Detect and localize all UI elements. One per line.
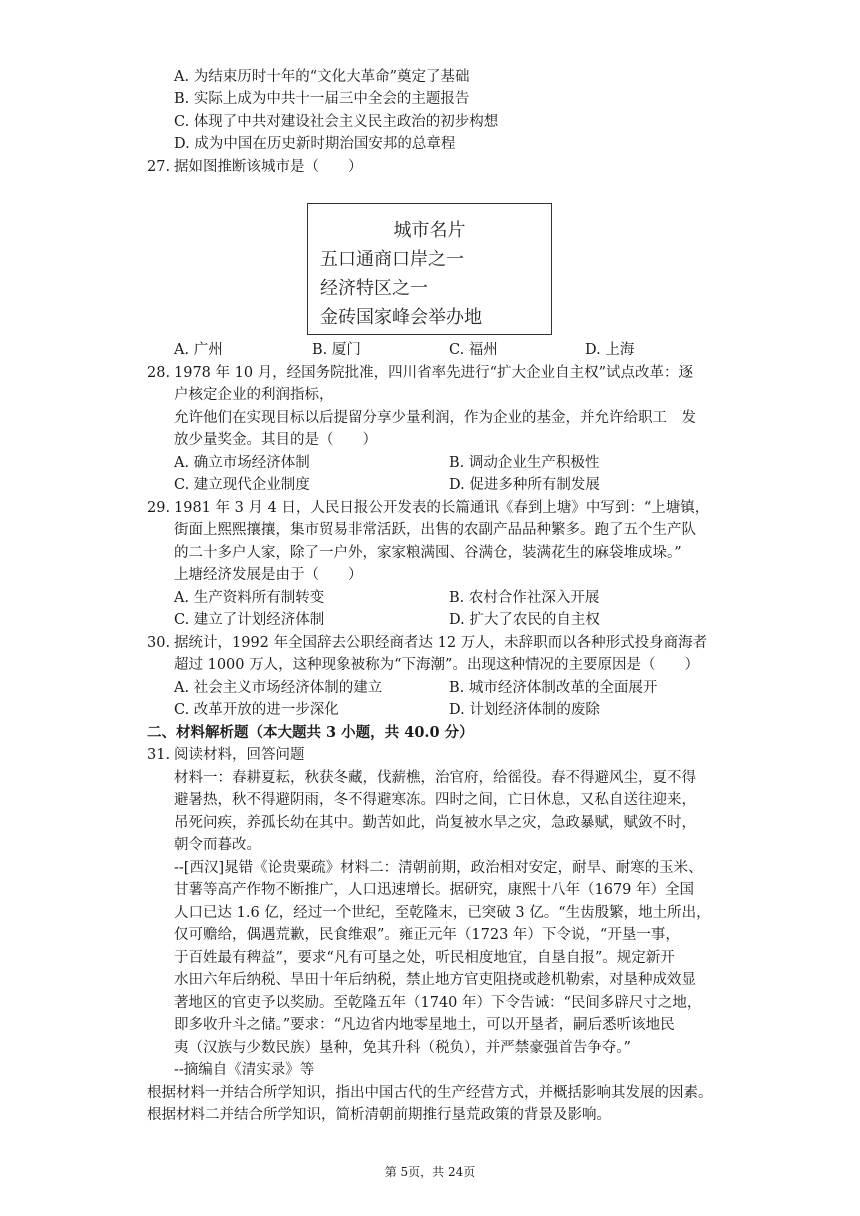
q31-line-6: --[西汉]晁错《论贵粟疏》材料二：清朝前期，政治相对安定，耐旱、耐寒的玉米、 bbox=[174, 860, 703, 876]
q29-option-c: C. 建立了计划经济体制 bbox=[174, 612, 325, 628]
q31-line-7: 甘薯等高产作物不断推广，人口迅速增长。据研究，康熙十八年（1679 年）全国 bbox=[174, 882, 695, 898]
city-card bbox=[307, 203, 552, 335]
q30-option-b: B. 城市经济体制改革的全面展开 bbox=[449, 680, 658, 696]
q28-line-2: 户核定企业的利润指标， bbox=[174, 387, 334, 403]
q29-line-3: 的二十多户人家，除了一户外，家家粮满囤、谷满仓，装满花生的麻袋堆成垛。” bbox=[174, 545, 682, 561]
q31-line-1: 阅读材料，回答问题 bbox=[174, 747, 305, 763]
q31-line-11: 水田六年后纳税、旱田十年后纳税，禁止地方官吏阻挠或趁机勒索，对垦种成效显 bbox=[174, 972, 696, 988]
q31-line-10: 于百姓最有稗益”，要求“凡有可垦之处，听民相度地宜，自垦自报”。规定新开 bbox=[174, 950, 675, 966]
q31-line-14: 夷（汉族与少数民族）垦种，免其升科（税负），并严禁豪强首告争夺。” bbox=[174, 1040, 631, 1056]
city-card-title: 城市名片 bbox=[393, 220, 466, 241]
q27-option-d: D. 上海 bbox=[585, 342, 635, 358]
q28-number: 28. bbox=[147, 365, 171, 381]
q29-line-2: 街面上熙熙攘攘，集市贸易非常活跃，出售的农副产品品种繁多。跑了五个生产队 bbox=[174, 522, 696, 538]
q29-line-1: 1981 年 3 月 4 日，人民日报公开发表的长篇通讯《春到上塘》中写到：“上塘镇， bbox=[174, 500, 710, 516]
q28-option-d: D. 促进多种所有制发展 bbox=[449, 477, 600, 493]
q26-option-b: B. 实际上成为中共十一届三中全会的主题报告 bbox=[174, 91, 470, 107]
q31-line-12: 著地区的官吏予以奖励。至乾隆五年（1740 年）下令告诫：“民间多辟尺寸之地， bbox=[174, 995, 702, 1011]
q30-line-1: 据统计，1992 年全国辞去公职经商者达 12 万人，未辞职而以各种形式投身商海者 bbox=[174, 635, 708, 651]
q26-option-d: D. 成为中国在历史新时期治国安邦的总章程 bbox=[174, 136, 456, 152]
q31-line-5: 朝令而暮改。 bbox=[174, 837, 261, 853]
q28-line-4: 放少量奖金。其目的是（ ） bbox=[174, 432, 377, 448]
city-card-line-2: 经济特区之一 bbox=[320, 278, 428, 299]
q31-line-13: 即多收升斗之储。”要求：“凡边省内地零星地土，可以开垦者，嗣后悉听该地民 bbox=[174, 1017, 675, 1033]
q28-option-a: A. 确立市场经济体制 bbox=[174, 455, 310, 471]
q30-option-c: C. 改革开放的进一步深化 bbox=[174, 702, 339, 718]
q31-line-3: 避暑热，秋不得避阴雨，冬不得避寒冻。四时之间，亡日休息，又私自送往迎来， bbox=[174, 792, 696, 808]
q27-stem: 据如图推断该城市是（ ） bbox=[174, 159, 363, 175]
q29-option-b: B. 农村合作社深入开展 bbox=[449, 590, 600, 606]
q31-line-8: 人口已达 1.6 亿，经过一个世纪，至乾隆末，已突破 3 亿。“生齿殷繁，地土所出， bbox=[174, 905, 711, 921]
q31-line-4: 吊死问疾，养孤长幼在其中。勤苦如此，尚复被水旱之灾，急政暴赋，赋敛不时， bbox=[174, 815, 696, 831]
city-card-line-1: 五口通商口岸之一 bbox=[320, 249, 464, 270]
q28-line-3: 允许他们在实现目标以后提留分享少量利润，作为企业的基金，并允许给职工 发 bbox=[174, 410, 696, 426]
q27-option-a: A. 广州 bbox=[174, 342, 223, 358]
q29-number: 29. bbox=[147, 500, 171, 516]
q28-option-b: B. 调动企业生产积极性 bbox=[449, 455, 600, 471]
q28-line-1: 1978 年 10 月，经国务院批准，四川省率先进行“扩大企业自主权”试点改革：逐 bbox=[174, 365, 694, 381]
q31-question-2: 根据材料二并结合所学知识，简析清朝前期推行垦荒政策的背景及影响。 bbox=[147, 1107, 611, 1123]
q30-option-a: A. 社会主义市场经济体制的建立 bbox=[174, 680, 383, 696]
q30-line-2: 超过 1000 万人，这种现象被称为“下海潮”。出现这种情况的主要原因是（ ） bbox=[174, 657, 699, 673]
q29-option-d: D. 扩大了农民的自主权 bbox=[449, 612, 600, 628]
q31-line-9: 仅可赡给，偶遇荒歉，民食维艰”。雍正元年（1723 年）下令说，“开垦一事， bbox=[174, 927, 680, 943]
q26-option-a: A. 为结束历时十年的“文化大革命”奠定了基础 bbox=[174, 69, 470, 85]
q30-option-d: D. 计划经济体制的废除 bbox=[449, 702, 600, 718]
q31-question-1: 根据材料一并结合所学知识，指出中国古代的生产经营方式，并概括影响其发展的因素。 bbox=[147, 1085, 713, 1101]
q31-source: --摘编自《清实录》等 bbox=[174, 1062, 315, 1078]
q27-option-c: C. 福州 bbox=[449, 342, 498, 358]
q27-option-b: B. 厦门 bbox=[312, 342, 361, 358]
city-card-line-3: 金砖国家峰会举办地 bbox=[320, 307, 482, 328]
q28-option-c: C. 建立现代企业制度 bbox=[174, 477, 310, 493]
q31-line-2: 材料一：春耕夏耘，秋获冬藏，伐薪樵，治官府，给徭役。春不得避风尘，夏不得 bbox=[174, 770, 696, 786]
q29-option-a: A. 生产资料所有制转变 bbox=[174, 590, 325, 606]
section-heading: 二、材料解析题（本大题共 3 小题，共 40.0 分） bbox=[147, 724, 474, 741]
q26-option-c: C. 体现了中共对建设社会主义民主政治的初步构想 bbox=[174, 114, 499, 130]
q31-number: 31. bbox=[147, 747, 171, 763]
q27-number: 27. bbox=[147, 159, 171, 175]
page-footer: 第 5页，共 24页 bbox=[384, 1165, 476, 1179]
q29-line-4: 上塘经济发展是由于（ ） bbox=[174, 567, 363, 583]
q30-number: 30. bbox=[147, 635, 171, 651]
